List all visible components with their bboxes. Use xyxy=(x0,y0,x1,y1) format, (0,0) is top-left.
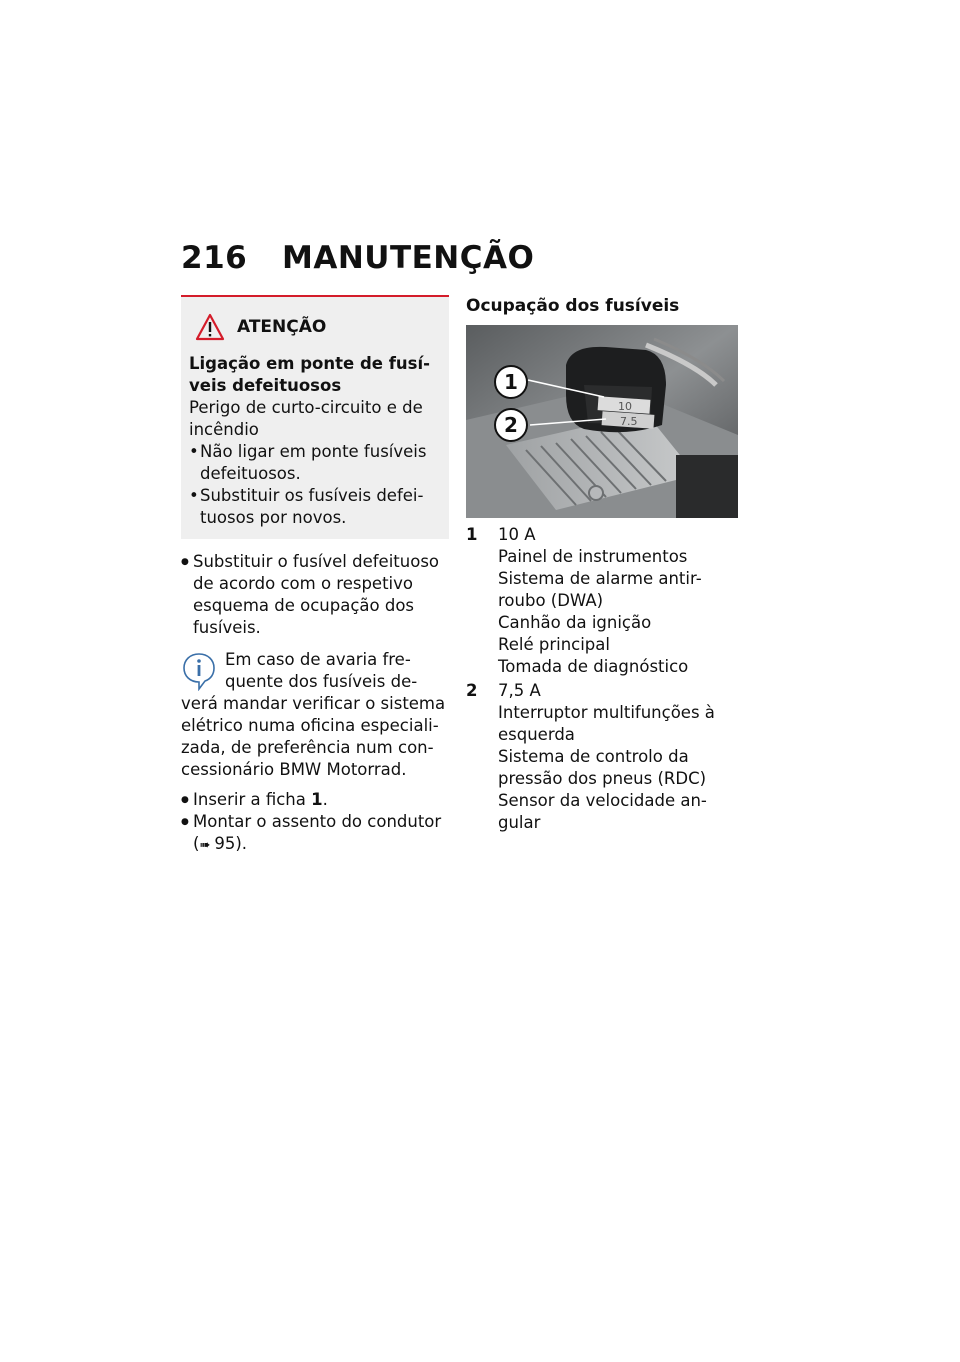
warning-text: Perigo de curto-circuito e de incêndio xyxy=(189,398,423,439)
steps-list xyxy=(181,789,449,857)
fuse-list xyxy=(466,524,738,834)
fuse-entry xyxy=(466,680,738,834)
warning-label: ATENÇÃO xyxy=(237,317,327,337)
left-column xyxy=(181,295,449,857)
photo-callout-label: 1 xyxy=(504,370,518,394)
plug-reference: 1 xyxy=(311,790,323,809)
photo-fuse-value: 10 xyxy=(618,400,632,413)
fuse-number: 1 xyxy=(466,525,478,544)
steps-list xyxy=(181,551,449,639)
page-reference-arrow-icon: ➠ xyxy=(199,838,211,853)
warning-box xyxy=(181,295,449,539)
info-text: Em caso de avaria fre-quente dos fusíveis de-verá mandar verificar o sistema elétrico numa oficina especiali-zada, de preferência num con-cessionário BMW Motorrad. xyxy=(181,650,446,779)
fuse-description: 7,5 A Interruptor multifunções à esquerda Sistema de controlo da pressão dos pneus (RDC) Sensor da velocidade an-gular xyxy=(498,681,715,832)
right-column xyxy=(466,295,738,834)
warning-title xyxy=(195,313,441,341)
warning-bullet: • Não ligar em ponte fusíveis defeituosos. xyxy=(189,441,441,485)
fuse-number: 2 xyxy=(466,681,478,700)
step-item: ● Substituir o fusível defeituoso de acordo com o respetivo esquema de ocupação dos fusíveis. xyxy=(181,551,449,639)
warning-bullet: • Substituir os fusíveis defei-tuosos por novos. xyxy=(189,485,441,529)
info-note xyxy=(181,649,449,781)
section-title: Ocupação dos fusíveis xyxy=(466,296,680,316)
fuse-entry xyxy=(466,524,738,678)
page-reference: 95 xyxy=(214,834,236,853)
fuse-description: 10 A Painel de instrumentos Sistema de alarme antir-roubo (DWA) Canhão da ignição Relé principal Tomada de diagnóstico xyxy=(498,525,702,676)
fuse-box-photo xyxy=(466,325,738,518)
page-title: MANUTENÇÃO xyxy=(282,240,535,276)
step-item: ● Inserir a ficha 1. xyxy=(181,789,449,811)
info-icon xyxy=(181,651,217,691)
warning-heading: Ligação em ponte de fusí- veis defeituosos xyxy=(189,354,430,395)
photo-callout-label: 2 xyxy=(504,413,518,437)
photo-fuse-value: 7.5 xyxy=(620,415,638,428)
step-item: ● Montar o assento do condutor (➠ 95). xyxy=(181,811,449,857)
warning-icon xyxy=(195,313,225,341)
page-number: 216 xyxy=(181,240,248,276)
